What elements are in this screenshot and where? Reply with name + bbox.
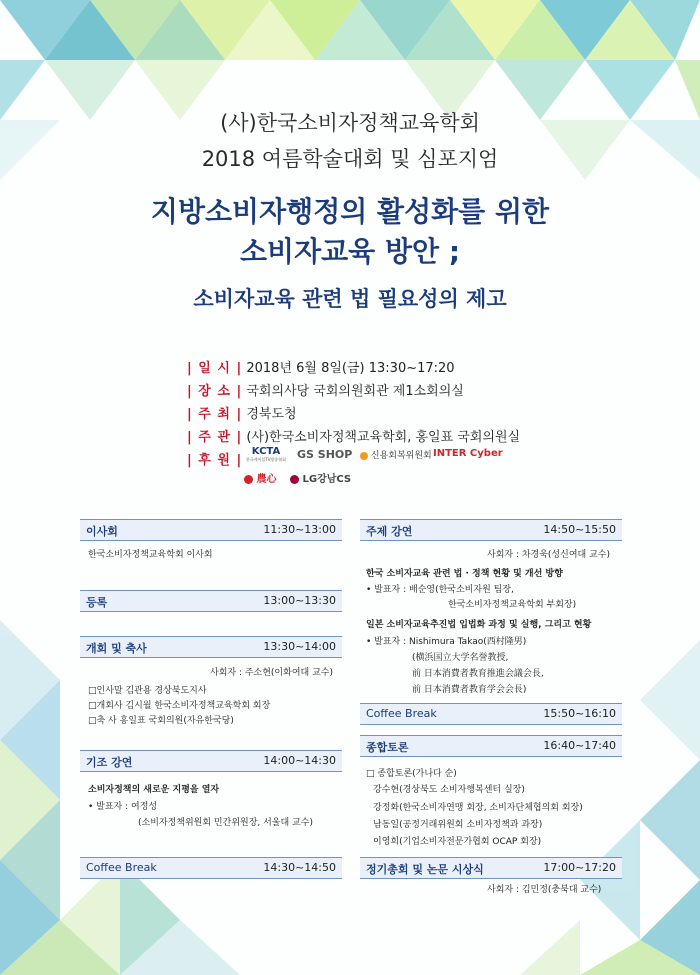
keynote-presenter-affiliation: (소비자정책위원회 민간위원장, 서울대 교수) bbox=[138, 818, 313, 828]
main-lecture-moderator: 사회자 : 차경욱(성신여대 교수) bbox=[487, 550, 610, 560]
panelist-1: 강수현(경상북도 소비자행복센터 실장) bbox=[373, 785, 525, 795]
credit-recovery-logo: 신용회복위원회 bbox=[360, 448, 432, 461]
nongshim-logo: 農心 bbox=[244, 470, 276, 485]
main-lecture-topic-1: 한국 소비자교육 관련 법 · 정책 현황 및 개선 방향 bbox=[366, 569, 563, 579]
general-meeting-moderator: 사회자 : 김민정(충북대 교수) bbox=[487, 885, 602, 895]
section-coffee-break-2: Coffee Break 15:50~16:10 bbox=[360, 703, 622, 725]
intercyber-logo: INTER Cyber bbox=[433, 448, 503, 459]
kcta-logo: KCTA 한국케이블TV방송협회 bbox=[246, 446, 286, 462]
date-value: 2018년 6월 8일(금) 13:30~17:20 bbox=[246, 361, 455, 376]
opening-greeting: □인사말 김관용 경상북도지사 bbox=[88, 686, 207, 696]
date-label: 일 시 bbox=[198, 361, 231, 376]
venue-label: 장 소 bbox=[198, 384, 231, 399]
main-lecture-topic-2: 일본 소비자교육추진법 입법화 과정 및 실행, 그리고 현황 bbox=[366, 620, 592, 630]
organization-name: (사)한국소비자정책교육학회 bbox=[220, 111, 480, 135]
panelist-4: 이영희(기업소비자전문가협회 OCAP 회장) bbox=[373, 837, 542, 847]
info-sponsor: | 후 원 | bbox=[187, 453, 243, 468]
lg-icon bbox=[290, 475, 299, 484]
topic-2-affiliation-3: 前 日本消費者教育学会会長) bbox=[412, 685, 527, 695]
topic-1-presenter: • 발표자 : 배순영(한국소비자원 팀장, bbox=[366, 585, 514, 595]
host-label: 주 최 bbox=[198, 407, 231, 422]
section-coffee-break-1: Coffee Break 14:30~14:50 bbox=[80, 857, 342, 879]
title-line-1: 지방소비자행정의 활성화를 위한 bbox=[150, 195, 550, 228]
topic-1-presenter-role: 한국소비자정책교육학회 부회장) bbox=[448, 600, 577, 610]
info-host: | 주 최 | 경북도청 bbox=[187, 407, 297, 422]
venue-value: 국회의사당 국회의원회관 제1소회의실 bbox=[246, 384, 464, 399]
panelist-3: 남동일(공정거래위원회 소비자정책과 과장) bbox=[373, 820, 543, 830]
opening-address: □개회사 김시월 한국소비자정책교육학회 회장 bbox=[88, 701, 271, 711]
section-opening: 개회 및 축사 13:30~14:00 bbox=[80, 636, 342, 658]
topic-2-presenter: • 발표자 : Nishimura Takao(西村隆男) bbox=[366, 637, 527, 647]
section-registration: 등록 13:00~13:30 bbox=[80, 590, 342, 612]
keynote-topic: 소비자정책의 새로운 지평을 열자 bbox=[88, 785, 220, 795]
info-venue: | 장 소 | 국회의사당 국회의원회관 제1소회의실 bbox=[187, 384, 464, 399]
section-keynote: 기조 강연 14:00~14:30 bbox=[80, 750, 342, 772]
section-panel-discussion: 종합토론 16:40~17:40 bbox=[360, 735, 622, 757]
sponsor-label: 후 원 bbox=[198, 453, 231, 468]
host-value: 경북도청 bbox=[246, 407, 297, 422]
credit-recovery-icon bbox=[360, 452, 368, 460]
subtitle: 소비자교육 관련 법 필요성의 제고 bbox=[193, 287, 507, 311]
lg-logo: LG강남CS bbox=[290, 470, 351, 485]
info-organizer: | 주 관 | (사)한국소비자정책교육학회, 홍일표 국회의원실 bbox=[187, 430, 521, 445]
organizer-label: 주 관 bbox=[198, 430, 231, 445]
topic-2-affiliation-2: 前 日本消費者教育推進会議会長, bbox=[412, 669, 544, 679]
nongshim-icon bbox=[244, 475, 253, 484]
section-board: 이사회 11:30~13:00 bbox=[80, 519, 342, 541]
topic-2-affiliation-1: (横浜国立大学名誉教授, bbox=[412, 653, 509, 663]
opening-congrats: □축 사 홍일표 국회의원(자유한국당) bbox=[88, 716, 234, 726]
title-line-2: 소비자교육 방안 ; bbox=[239, 235, 461, 268]
info-date: | 일 시 | 2018년 6월 8일(금) 13:30~17:20 bbox=[187, 361, 455, 376]
section-main-lecture: 주제 강연 14:50~15:50 bbox=[360, 519, 622, 541]
panelist-2: 강정화(한국소비자연맹 회장, 소비자단체협의회 회장) bbox=[373, 803, 583, 813]
organizer-value: (사)한국소비자정책교육학회, 홍일표 국회의원실 bbox=[246, 430, 521, 445]
opening-moderator: 사회자 : 주소현(이화여대 교수) bbox=[210, 668, 333, 678]
panel-heading: □ 종합토론(가나다 순) bbox=[366, 769, 457, 779]
gsshop-logo: GS SHOP bbox=[297, 448, 353, 461]
event-name: 2018 여름학술대회 및 심포지엄 bbox=[201, 147, 499, 171]
section-general-meeting: 정기총회 및 논문 시상식 17:00~17:20 bbox=[360, 857, 622, 879]
board-meeting-text: 한국소비자정책교육학회 이사회 bbox=[88, 550, 213, 560]
keynote-presenter: • 발표자 : 여정성 bbox=[88, 802, 158, 812]
